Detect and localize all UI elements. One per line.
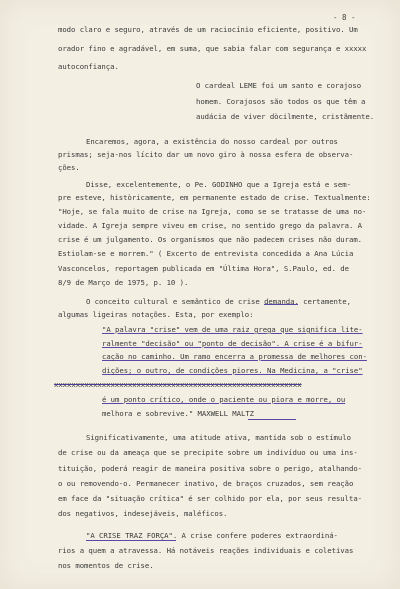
text-line: Disse, excelentemente, o Pe. GODINHO que a Igreja está e sem- <box>86 180 351 189</box>
text-line: orador fino e agradável, em suma, que sabia falar com segurança e xxxxx <box>58 44 367 53</box>
text-line: de crise ou da ameaça que se precipite sobre um indivíduo ou uma ins- <box>58 448 358 457</box>
text-line: tituição, poderá reagir de maneira positiva sobre o perigo, atalhando- <box>58 464 363 473</box>
text-line: audácia de viver dòcilmente, cristãmente. <box>196 112 375 121</box>
text-line: ções. <box>58 163 80 172</box>
text-line: rios a quem a atravessa. Há notáveis reações individuais e coletivas <box>58 546 354 555</box>
quote-line: ralmente "decisão" ou "ponto de decisão". A crise é a bifur- <box>102 339 363 348</box>
text-line: em face da "situação crítica" é ser colhido por ela, por seus resulta- <box>58 494 363 503</box>
text-line: crise é um julgamento. Os organismos que não padecem crises não duram. <box>58 235 363 244</box>
quote-line: é um ponto crítico, onde o paciente ou piora e morre, ou <box>102 395 346 404</box>
text-line: 8/9 de Março de 1975, p. 10 ). <box>58 278 189 287</box>
text-line: Estiolam-se e morrem." ( Excerto de entrevista concedida a Ana Lúcia <box>58 249 354 258</box>
text-line: vidade. A Igreja sempre viveu em crise, no sentido grego da palavra. A <box>58 221 363 230</box>
text-line: "A CRISE TRAZ FORÇA". A crise confere poderes extraordiná- <box>86 531 338 540</box>
quote-line: cação no caminho. Um ramo encerra a promessa de melhores con- <box>102 352 367 361</box>
quote-line: dições; o outro, de condições piores. Na Medicina, a "crise" <box>102 366 363 375</box>
text-line: Significativamente, uma atitude ativa, mantida sob o estímulo <box>86 433 351 442</box>
text-line: autoconfiança. <box>58 62 119 71</box>
text-line: O conceito cultural e semântico de crise demanda, certamente, <box>86 297 351 306</box>
text-line: prismas; seja-nos lícito dar um novo giro à nossa esfera de observa- <box>58 150 354 159</box>
text-line: algumas ligeiras notações. Esta, por exemplo: <box>58 310 254 319</box>
ink-underline-crise-traz-forca <box>86 540 176 541</box>
ink-underline-sobrevive <box>248 419 296 420</box>
text-line: "Hoje, se fala muito de crise na Igreja, como se se tratasse de uma no- <box>58 207 367 216</box>
text-line: modo claro e seguro, através de um raciocínio eficiente, positivo. Um <box>58 25 358 34</box>
quote-line: melhora e sobrevive." MAXWELL MALTZ <box>102 409 255 418</box>
text-line: O cardeal LEME foi um santo e corajoso <box>196 81 362 90</box>
text-line: pre esteve, històricamente, em permanente estado de crise. Textualmente: <box>58 193 371 202</box>
text-line: o ou removendo-o. Permanecer inativo, de braços cruzados, sem reação <box>58 479 354 488</box>
text-line: homem. Corajosos são todos os que têm a <box>196 97 366 106</box>
struck-out-line: xxxxxxxxxxxxxxxxxxxxxxxxxxxxxxxxxxxxxxxxxxxxxxxxxxxxxxxxx <box>54 380 302 389</box>
text-line: Encaremos, agora, a existência do nosso cardeal por outros <box>86 137 338 146</box>
text-line: Vasconcelos, reportagem publicada em "Última Hora", S.Paulo, ed. de <box>58 264 349 273</box>
text-line: nos momentos de crise. <box>58 561 154 570</box>
quote-line: "A palavra "crise" vem de uma raiz grega que significa lite- <box>102 325 363 334</box>
text-line: dos negativos, indesejáveis, maléficos. <box>58 509 228 518</box>
page-number: - 8 - <box>333 13 356 22</box>
